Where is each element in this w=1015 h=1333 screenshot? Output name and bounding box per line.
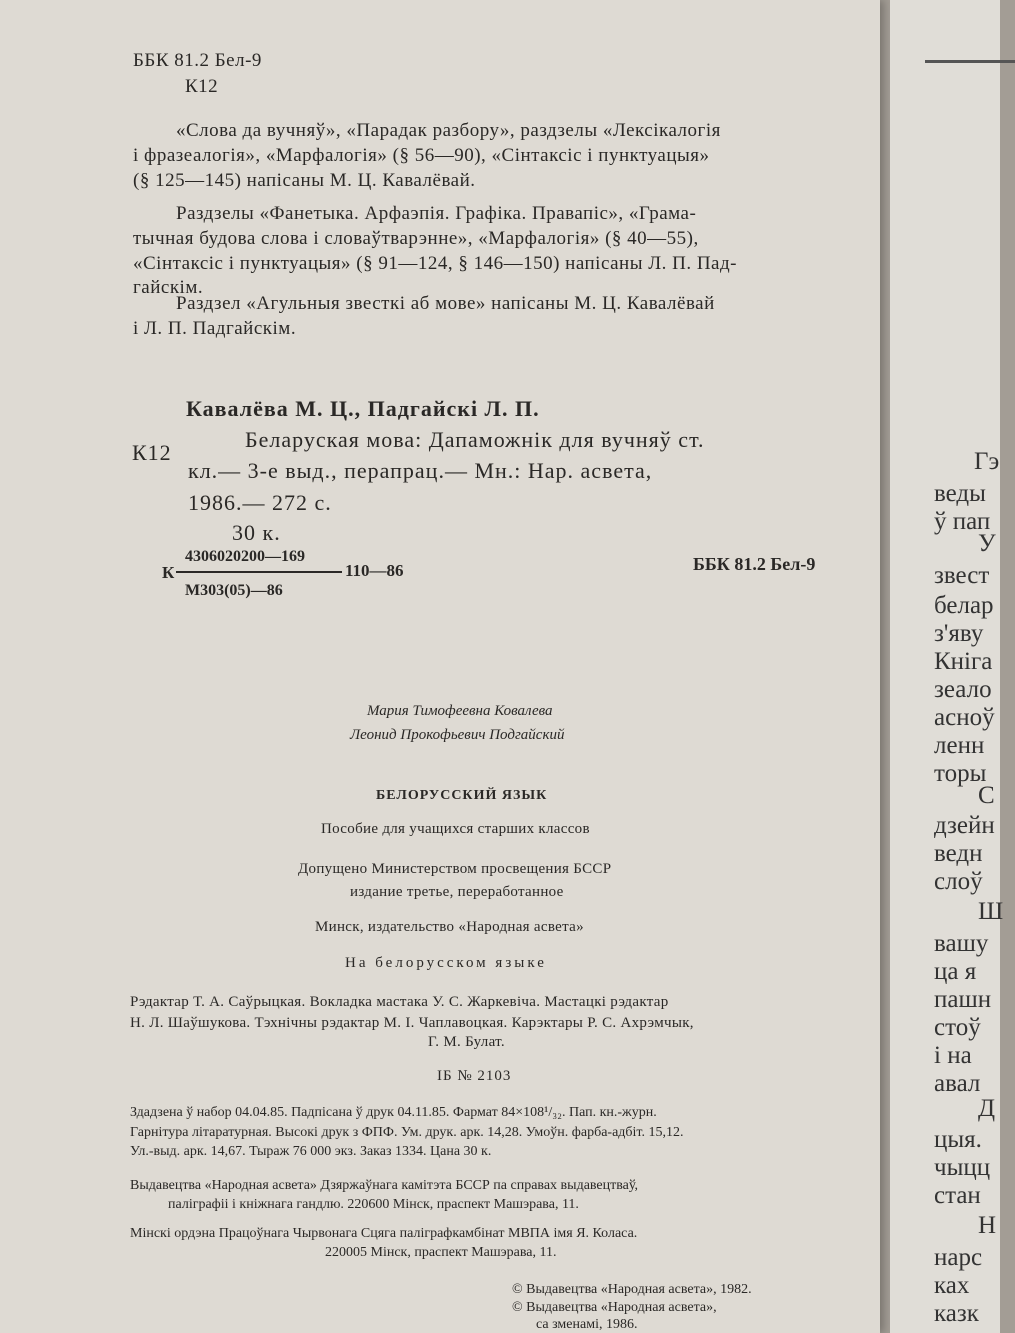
adjacent-page-line: пашн [934, 986, 992, 1013]
adjacent-page [890, 0, 1004, 1333]
russian-approval: Допущено Министерством просвещения БССР [298, 861, 612, 877]
adjacent-page-line: Кніга [934, 648, 993, 675]
catalog-code: К12 [132, 440, 172, 465]
credits-line: Рэдактар Т. А. Саўрыцкая. Вокладка мастака У. С. Жаркевіча. Мастацкі рэдактар [130, 994, 669, 1010]
catalog-title-line: Беларуская мова: Дапаможнік для вучняў ст. [245, 427, 705, 452]
copyright-line: © Выдавецтва «Народная асвета», [512, 1300, 717, 1315]
catalog-title-line: 1986.— 272 с. [188, 490, 332, 515]
russian-language-note: На белорусском языке [345, 955, 547, 971]
copyright-line: са зменамі, 1986. [536, 1317, 638, 1332]
formula-tail: 110—86 [345, 561, 404, 580]
russian-edition: издание третье, переработанное [350, 884, 564, 900]
print-line: Ул.-выд. арк. 14,67. Тыраж 76 000 экз. Заказ 1334. Цана 30 к. [130, 1144, 492, 1159]
adjacent-page-line: Н [978, 1212, 997, 1239]
adjacent-page-line: ў пап [934, 508, 991, 535]
publisher-line: Мінскі ордэна Працоўнага Чырвонага Сцяга паліграфкамбінат МВПА імя Я. Коласа. [130, 1226, 638, 1241]
adjacent-page-line: У [978, 530, 996, 557]
adjacent-page-line: белар [934, 592, 994, 619]
adjacent-page-line: ленн [934, 732, 985, 759]
authorship-line: гайскім. [133, 277, 204, 298]
adjacent-page-line: з'яву [934, 620, 984, 647]
formula-numerator: 4306020200—169 [185, 548, 305, 565]
adjacent-page-line: авал [934, 1070, 981, 1097]
catalog-bbk: ББК 81.2 Бел-9 [693, 554, 816, 574]
bbk-header: ББК 81.2 Бел-9 [133, 50, 262, 71]
adjacent-page-line: С [978, 782, 995, 809]
adjacent-page-line: стоў [934, 1014, 981, 1041]
ib-number: ІБ № 2103 [437, 1068, 512, 1084]
adjacent-page-line: зеало [934, 676, 992, 703]
adjacent-page-line: звест [934, 562, 990, 589]
copyright-line: © Выдавецтва «Народная асвета», 1982. [512, 1282, 752, 1297]
authorship-line: (§ 125—145) напісаны М. Ц. Кавалёвай. [133, 170, 476, 191]
catalog-title-line: кл.— 3-е выд., перапрац.— Мн.: Нар. асвета, [188, 458, 653, 483]
credits-line: Н. Л. Шаўшукова. Тэхнічны рэдактар М. І. Чаплавоцкая. Карэктары Р. С. Ахрэмчык, [130, 1015, 694, 1031]
adjacent-page-rule [925, 60, 1015, 63]
adjacent-page-line: стан [934, 1182, 981, 1209]
adjacent-page-line: веды [934, 480, 986, 507]
print-line: Гарнітура літаратурная. Высокі друк з ФПФ. Ум. друк. арк. 14,28. Умоўн. фарба-адбіт. 15,12. [130, 1125, 684, 1140]
adjacent-page-line: цыя. [934, 1126, 982, 1153]
russian-author: Леонид Прокофьевич Подгайский [350, 727, 565, 743]
adjacent-page-line: казк [934, 1300, 979, 1327]
authorship-line: «Слова да вучняў», «Парадак разбору», раздзелы «Лексікалогія [176, 120, 721, 141]
publisher-line: паліграфіі і кніжнага гандлю. 220600 Мінск, праспект Машэрава, 11. [168, 1197, 579, 1212]
russian-title: БЕЛОРУССКИЙ ЯЗЫК [376, 788, 548, 803]
adjacent-page-line: Д [978, 1095, 996, 1122]
adjacent-page-line: торы [934, 760, 987, 787]
publisher-line: 220005 Мінск, праспект Машэрава, 11. [325, 1245, 557, 1260]
adjacent-page-line: вашу [934, 930, 989, 957]
authorship-line: Раздзел «Агульныя звесткі аб мове» напісаны М. Ц. Кавалёвай [176, 293, 715, 314]
authorship-line: «Сінтаксіс і пунктуацыя» (§ 91—124, § 146—150) напісаны Л. П. Пад- [133, 253, 737, 274]
catalog-price: 30 к. [232, 520, 281, 545]
russian-subtitle: Пособие для учащихся старших классов [321, 821, 590, 837]
russian-publisher: Минск, издательство «Народная асвета» [315, 919, 584, 935]
authorship-line: і Л. П. Падгайскім. [133, 318, 297, 339]
publisher-line: Выдавецтва «Народная асвета» Дзяржаўнага камітэта БССР па справах выдавецтваў, [130, 1178, 638, 1193]
formula-fraction-line [176, 571, 342, 573]
adjacent-page-line: ках [934, 1272, 970, 1299]
formula-denominator: М303(05)—86 [185, 582, 283, 599]
adjacent-page-line: і на [934, 1042, 972, 1069]
credits-line: Г. М. Булат. [428, 1034, 505, 1050]
adjacent-page-line: Гэ [974, 448, 1000, 475]
russian-author: Мария Тимофеевна Ковалева [367, 703, 553, 719]
catalog-authors: Кавалёва М. Ц., Падгайскі Л. П. [186, 396, 540, 421]
adjacent-page-line: дзейн [934, 812, 995, 839]
print-line: Здадзена ў набор 04.04.85. Падпісана ў друк 04.11.85. Фармат 84×108¹/₃₂. Пап. кн.-журн. [130, 1105, 657, 1120]
adjacent-page-line: асноў [934, 704, 995, 731]
adjacent-page-line: слоў [934, 868, 983, 895]
adjacent-page-line: ведн [934, 840, 983, 867]
adjacent-page-line: нарс [934, 1244, 983, 1271]
code-header: К12 [185, 76, 219, 97]
authorship-line: тычная будова слова і словаўтварэнне», «Марфалогія» (§ 40—55), [133, 228, 699, 249]
adjacent-page-line: Ш [978, 898, 1004, 925]
adjacent-page-line: чыцц [934, 1154, 991, 1181]
authorship-line: і фразеалогія», «Марфалогія» (§ 56—90), «Сінтаксіс і пунктуацыя» [133, 145, 710, 166]
formula-k: К [162, 563, 175, 582]
adjacent-page-line: ца я [934, 958, 977, 985]
authorship-line: Раздзелы «Фанетыка. Арфаэпія. Графіка. Правапіс», «Грама- [176, 203, 697, 224]
